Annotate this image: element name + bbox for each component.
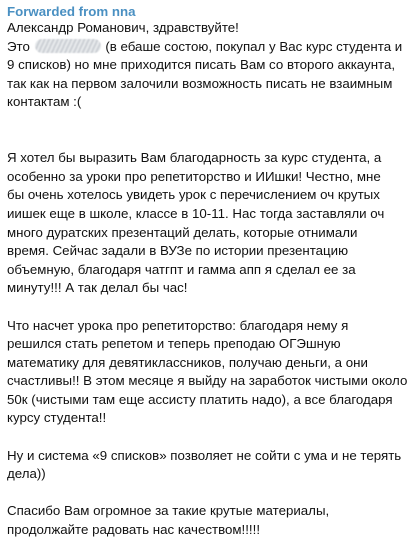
message-line: время. Сейчас задали в ВУЗе по истории презентацию bbox=[7, 243, 349, 259]
message-paragraph-thanks bbox=[7, 502, 414, 539]
message-line: Ну и система «9 списков» позволяет не сойти с ума и не терять bbox=[7, 447, 402, 463]
paragraph-gap bbox=[7, 112, 414, 149]
message-line: Я хотел бы выразить Вам благодарность за курс студента, а bbox=[7, 150, 382, 166]
message-line: иишек еще в школе, классе в 10-11. Нас тогда заставляли оч bbox=[7, 205, 385, 221]
message-line: 50к (чистыми там еще ассисту платить надо), а все благодаря bbox=[7, 391, 393, 407]
intro-line bbox=[7, 38, 414, 57]
greeting-line: Александр Романович, здравствуйте! bbox=[7, 20, 239, 35]
message-paragraph-system bbox=[7, 447, 414, 484]
intro-line: контактам :( bbox=[7, 94, 82, 110]
message-line: курсу студента!! bbox=[7, 410, 107, 426]
message-line: математику для девятиклассников, получаю деньги, а они bbox=[7, 354, 368, 370]
message-line: Спасибо Вам огромное за такие крутые материалы, bbox=[7, 503, 330, 519]
message-line: бы очень хотелось увидеть урок с перечислением оч крутых bbox=[7, 187, 380, 203]
message-line: дела)) bbox=[7, 466, 46, 482]
message-line: решился стать репетом и теперь преподаю ОГЭшную bbox=[7, 336, 341, 352]
message-line: продолжайте радовать нас качеством!!!!! bbox=[7, 522, 261, 538]
forwarded-from-header[interactable]: Forwarded from nna bbox=[7, 4, 136, 19]
message-line: счастливы!! В этом месяце я выйду на заработок чистыми около bbox=[7, 373, 408, 389]
intro-line-start: Это bbox=[7, 38, 30, 54]
message-line: Что насчет урока про репетиторство: благодаря нему я bbox=[7, 317, 349, 333]
paragraph-gap bbox=[7, 298, 414, 317]
message-paragraph-gratitude bbox=[7, 149, 414, 298]
message-line: особенно за уроки про репетиторство и ИИшки! Честно, мне bbox=[7, 168, 381, 184]
paragraph-gap bbox=[7, 484, 414, 503]
message-line: много дуратских презентаций делать, которые отнимали bbox=[7, 224, 358, 240]
intro-line-end: (в ебаше состою, покупал у Вас курс студента и bbox=[105, 38, 403, 54]
intro-line: 9 списков) но мне приходится писать Вам со второго аккаунта, bbox=[7, 57, 396, 73]
intro-line: так как на первом залочили возможность писать не взаимным bbox=[7, 75, 393, 91]
message-paragraph-tutoring bbox=[7, 317, 414, 429]
redacted-username bbox=[35, 39, 101, 53]
paragraph-gap bbox=[7, 428, 414, 447]
message-line: минуту!!! А так делал бы час! bbox=[7, 280, 188, 296]
message-line: объемную, благодаря чатгпт и гамма апп я сделал ее за bbox=[7, 261, 356, 277]
message-paragraph-intro bbox=[7, 19, 414, 112]
